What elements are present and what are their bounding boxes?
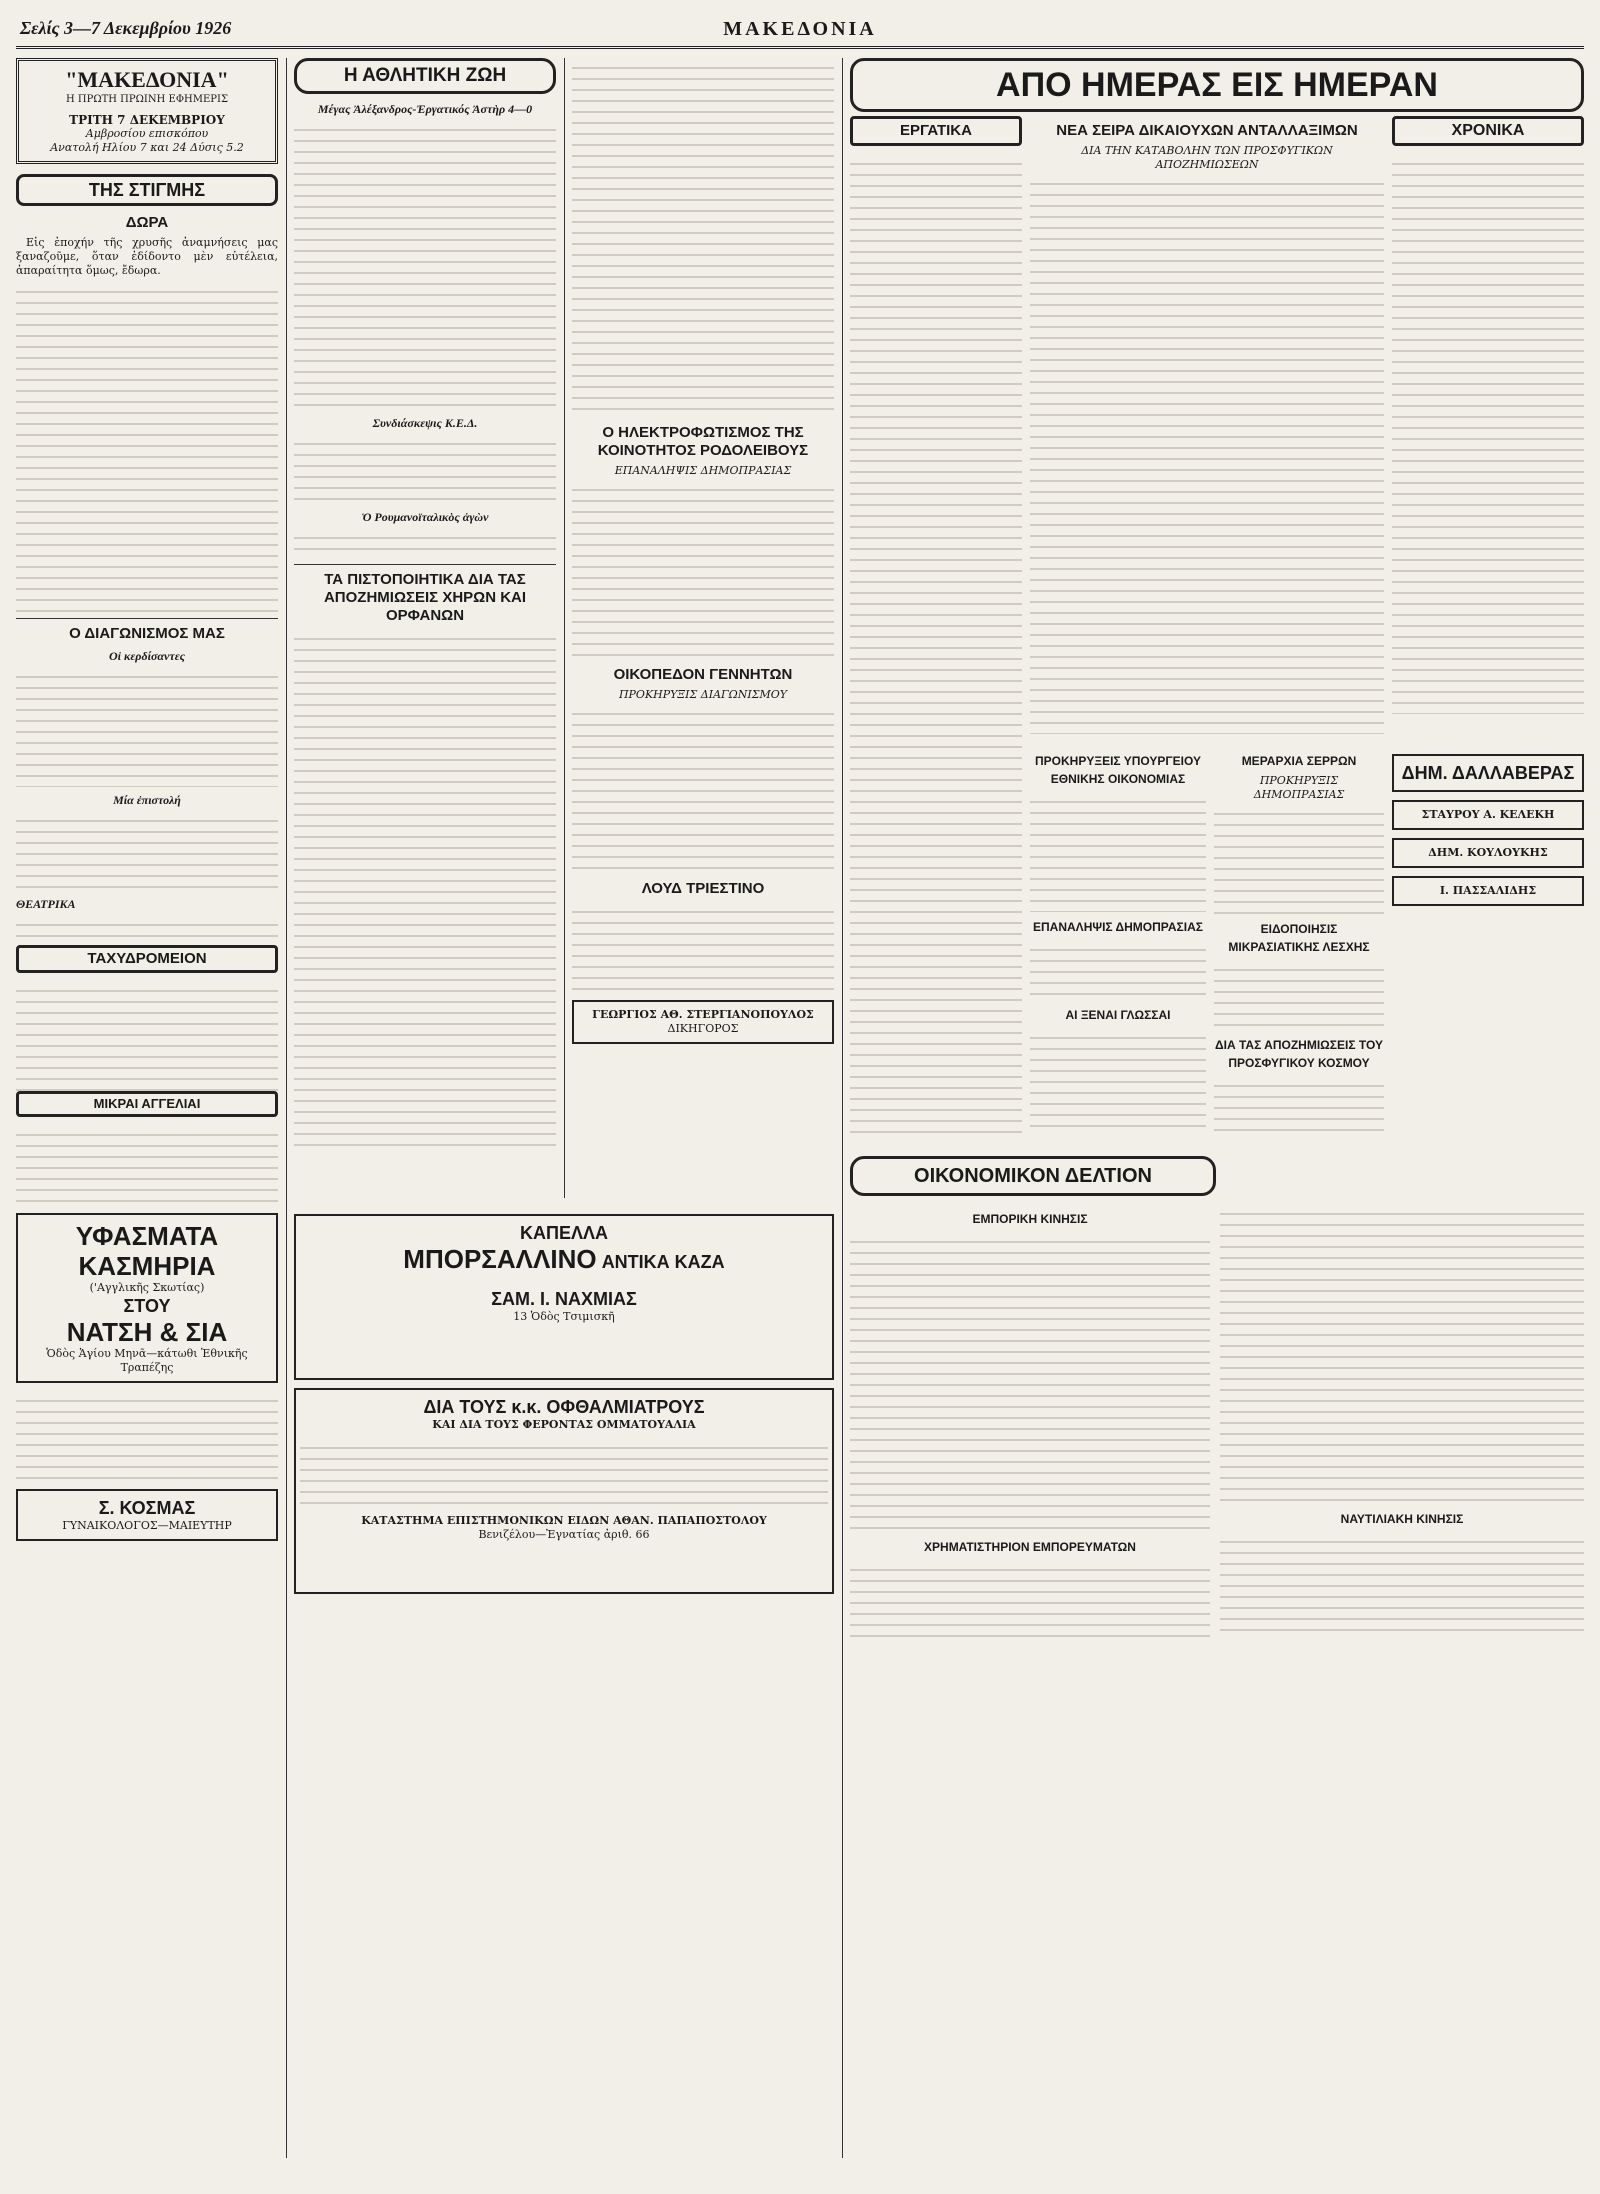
ergatika-heading: ΕΡΓΑΤΙΚΑ	[850, 116, 1022, 146]
article-text-block	[850, 1232, 1210, 1532]
ad-borsalino: ΜΠΟΡΣΑΛΛΙΝΟ	[403, 1244, 597, 1274]
oikopedon-heading: ΟΙΚΟΠΕΔΟΝ ΓΕΝΝΗΤΩΝ	[613, 666, 793, 683]
ilektro-heading: Ο ΗΛΕΚΤΡΟΦΩΤΙΣΜΟΣ ΤΗΣ ΚΟΙΝΟΤΗΤΟΣ ΡΟΔΟΛΕΙΒΟΥΣ	[597, 424, 809, 459]
right-ads-column	[1392, 746, 1584, 1146]
article-text-block	[294, 434, 556, 504]
xronika-column	[1392, 116, 1584, 736]
merarxia-heading: ΜΕΡΑΡΧΙΑ ΣΕΡΡΩΝ	[1241, 754, 1357, 768]
ad-nachmias: ΣΑΜ. Ι. ΝΑΧΜΙΑΣ	[491, 1289, 637, 1309]
ergatika-column	[850, 116, 1022, 1146]
merarxia-sub: ΠΡΟΚΗΡΥΞΙΣ ΔΗΜΟΠΡΑΣΙΑΣ	[1253, 774, 1345, 801]
theatrika-heading: ΘΕΑΤΡΙΚΑ	[16, 897, 76, 911]
article-text-block	[1214, 960, 1384, 1030]
xronika-heading: ΧΡΟΝΙΚΑ	[1392, 116, 1584, 146]
article-text-block	[1214, 804, 1384, 914]
article-text-block	[294, 629, 556, 1149]
ad-natsi: ΝΑΤΣΗ & ΣΙΑ	[66, 1317, 228, 1347]
oikonomikon-section	[850, 1156, 1584, 2156]
article-text-block	[294, 528, 556, 558]
natsi-ad	[16, 1213, 278, 1383]
ad-passalidis: Ι. ΠΑΣΣΑΛΙΔΗΣ	[1439, 884, 1537, 897]
nea-seira-heading: ΝΕΑ ΣΕΙΡΑ ΔΙΚΑΙΟΥΧΩΝ ΑΝΤΑΛΛΑΞΙΜΩΝ	[1056, 122, 1358, 139]
box-subtitle: Η ΠΡΩΤΗ ΠΡΩΙΝΗ ΕΦΗΜΕΡΙΣ	[65, 94, 229, 105]
ad-kapella: ΚΑΠΕΛΛΑ	[519, 1223, 608, 1243]
lloyd-heading: ΛΟΥΔ ΤΡΙΕΣΤΙΝΟ	[641, 880, 765, 897]
article-text-block	[1030, 940, 1206, 1000]
article-text-block	[572, 58, 834, 418]
newspaper-page	[16, 16, 1584, 2162]
taxydromeion-heading: ΤΑΧΥΔΡΟΜΕΙΟΝ	[16, 945, 278, 973]
masthead	[16, 16, 1584, 49]
athletic-h3: Συνδιάσκεψις Κ.Ε.Δ.	[372, 416, 478, 430]
apozim-heading: ΔΙΑ ΤΑΣ ΑΠΟΖΗΜΙΩΣΕΙΣ ΤΟΥ ΠΡΟΣΦΥΓΙΚΟΥ ΚΟΣΜΟΥ	[1215, 1038, 1383, 1070]
prokirixeis-column	[1030, 746, 1206, 1146]
kelekis-ad	[1392, 800, 1584, 830]
box-sun: Ανατολή Ηλίου 7 και 24 Δύσις 5.2	[50, 141, 244, 154]
oikonomikon-banner: ΟΙΚΟΝΟΜΙΚΟΝ ΔΕΛΤΙΟΝ	[850, 1156, 1216, 1196]
ofth-ad	[294, 1388, 834, 1594]
article-text-block	[1220, 1204, 1584, 1504]
epistoli-heading: Μία ἐπιστολή	[113, 793, 181, 807]
ad-stou: ΣΤΟΥ	[123, 1296, 171, 1316]
main-banner: ΑΠΟ ΗΜΕΡΑΣ ΕΙΣ ΗΜΕΡΑΝ	[850, 58, 1584, 112]
ad-ofth: ΔΙΑ ΤΟΥΣ κ.κ. ΟΦΘΑΛΜΙΑΤΡΟΥΣ	[423, 1397, 705, 1417]
ad-venizelou: Βενιζέλου—Ἐγνατίας ἀριθ. 66	[478, 1528, 650, 1541]
box-day: ΤΡΙΤΗ 7 ΔΕΚΕΜΒΡΙΟΥ	[69, 113, 225, 127]
article-text-block	[572, 902, 834, 992]
kerdisantes-heading: Οἱ κερδίσαντες	[109, 649, 185, 663]
oikopedon-sub: ΠΡΟΚΗΡΥΞΙΣ ΔΙΑΓΩΝΙΣΜΟΥ	[618, 688, 788, 701]
ad-dallaveras: ΔΗΜ. ΔΑΛΛΑΒΕΡΑΣ	[1401, 763, 1575, 783]
ilektro-sub: ΕΠΑΝΑΛΗΨΙΣ ΔΗΜΟΠΡΑΣΙΑΣ	[614, 464, 792, 477]
xrimatistirion-heading: ΧΡΗΜΑΤΙΣΤΗΡΙΟΝ ΕΜΠΟΡΕΥΜΑΤΩΝ	[924, 1540, 1136, 1554]
dora-text: Εἰς ἐποχήν τῆς χρυσῆς ἀναμνήσεις μας ξαναζοῦμε, ὅταν ἐδίδοντο μὲν εὐτέλεια, ἀπαραίτητα ὅμως, ἔδωρα.	[16, 236, 278, 277]
kouloukis-ad	[1392, 838, 1584, 868]
article-text-block	[572, 704, 834, 874]
box-saint: Αμβροσίου επισκόπου	[85, 127, 209, 140]
article-text-block	[1220, 1532, 1584, 1632]
column-2	[294, 58, 556, 1198]
athletic-h2: Ὁ Ρουμανοϊταλικὸς ἀγὼν	[361, 510, 489, 524]
ad-kelekis: ΣΤΑΥΡΟΥ Α. ΚΕΛΕΚΗ	[1421, 808, 1555, 821]
article-text-block	[16, 981, 278, 1091]
xenai-heading: ΑΙ ΞΕΝΑΙ ΓΛΩΣΣΑΙ	[1065, 1008, 1171, 1022]
lawyer-sub: ΔΙΚΗΓΟΡΟΣ	[667, 1022, 739, 1035]
naftiliaki-heading: ΝΑΥΤΙΛΙΑΚΗ ΚΙΝΗΣΙΣ	[1340, 1512, 1464, 1526]
column-3	[572, 58, 834, 1198]
ad-antika: ΑΝΤΙΚΑ ΚΑΖΑ	[601, 1252, 725, 1272]
lawyer-ad	[572, 1000, 834, 1044]
article-text-block	[850, 154, 1022, 1134]
article-text-block	[1392, 154, 1584, 714]
ad-tsimiski: 13 Ὁδὸς Τσιμισκῆ	[513, 1310, 615, 1323]
box-title: "ΜΑΚΕΔΟΝΙΑ"	[65, 67, 229, 92]
pist-heading: ΤΑ ΠΙΣΤΟΠΟΙΗΤΙΚΑ ΔΙΑ ΤΑΣ ΑΠΟΖΗΜΙΩΣΕΙΣ ΧΗΡΩΝ ΚΑΙ ΟΡΦΑΝΩΝ	[323, 571, 527, 624]
dora-heading: ΔΩΡΑ	[125, 214, 169, 231]
stigmis-heading: ΤΗΣ ΣΤΙΓΜΗΣ	[16, 174, 278, 206]
ad-kosmas-sub: ΓΥΝΑΙΚΟΛΟΓΟΣ—ΜΑΙΕΥΤΗΡ	[62, 1519, 232, 1532]
kapella-ad	[294, 1214, 834, 1380]
eidopoiiseis-heading: ΕΙΔΟΠΟΙΗΣΙΣ ΜΙΚΡΑΣΙΑΤΙΚΗΣ ΛΕΣΧΗΣ	[1228, 922, 1370, 954]
article-text-block	[16, 667, 278, 787]
article-text-block	[16, 1125, 278, 1205]
mikrai-heading: ΜΙΚΡΑΙ ΑΓΓΕΛΙΑΙ	[16, 1091, 278, 1117]
lawyer-name: ΓΕΩΡΓΙΟΣ ΑΘ. ΣΤΕΡΓΙΑΝΟΠΟΥΛΟΣ	[592, 1008, 814, 1021]
nea-seira-column	[1030, 116, 1384, 736]
ad-yfasmata: ΥΦΑΣΜΑΤΑ	[75, 1221, 219, 1251]
ads-area	[294, 1206, 834, 1602]
passalidis-ad	[1392, 876, 1584, 906]
nea-seira-sub: ΔΙΑ ΤΗΝ ΚΑΤΑΒΟΛΗΝ ΤΩΝ ΠΡΟΣΦΥΓΙΚΩΝ ΑΠΟΖΗΜΙΩΣΕΩΝ	[1081, 144, 1333, 171]
prokirixeis-heading: ΠΡΟΚΗΡΥΞΕΙΣ ΥΠΟΥΡΓΕΙΟΥ ΕΘΝΙΚΗΣ ΟΙΚΟΝΟΜΙΑΣ	[1035, 754, 1201, 786]
article-text-block	[1214, 1076, 1384, 1136]
article-text-block	[1030, 1028, 1206, 1128]
article-text-block	[16, 915, 278, 945]
article-text-block	[1030, 174, 1384, 734]
athletic-banner: Η ΑΘΛΗΤΙΚΗ ΖΩΗ	[294, 58, 556, 94]
article-text-block	[572, 480, 834, 660]
ad-kosmas: Σ. ΚΟΣΜΑΣ	[98, 1498, 196, 1518]
masthead-title: ΜΑΚΕΔΟΝΙΑ	[723, 18, 877, 40]
ad-address: Ὁδὸς Ἁγίου Μηνᾶ—κάτωθι Ἐθνικῆς Τραπέζης	[46, 1347, 248, 1374]
epanalipsis-heading: ΕΠΑΝΑΛΗΨΙΣ ΔΗΜΟΠΡΑΣΙΑΣ	[1033, 920, 1203, 934]
kosmas-ad	[16, 1489, 278, 1541]
article-text-block	[16, 282, 278, 612]
ad-aggl: ('Αγγλικῆς Σκωτίας)	[89, 1281, 205, 1294]
ad-kouloukis: ΔΗΜ. ΚΟΥΛΟΥΚΗΣ	[1428, 846, 1548, 859]
article-text-block	[16, 1391, 278, 1481]
article-text-block	[300, 1438, 828, 1508]
article-text-block	[1030, 792, 1206, 912]
merarxia-column	[1214, 746, 1384, 1146]
dallaveras-ad	[1392, 754, 1584, 792]
ad-papapostolou: ΚΑΤΑΣΤΗΜΑ ΕΠΙΣΤΗΜΟΝΙΚΩΝ ΕΙΔΩΝ ΑΘΑΝ. ΠΑΠΑΠΟΣΤΟΛΟΥ	[361, 1514, 767, 1527]
article-text-block	[850, 1560, 1210, 1640]
article-text-block	[294, 120, 556, 410]
column-1	[16, 58, 278, 2158]
masthead-box	[16, 58, 278, 164]
diagonismos-heading: Ο ΔΙΑΓΩΝΙΣΜΟΣ ΜΑΣ	[69, 625, 225, 642]
ad-kasmiria: ΚΑΣΜΗΡΙΑ	[78, 1251, 216, 1281]
athletic-h1: Μέγας Ἀλέξανδρος-Ἐργατικός Ἀστὴρ 4—0	[317, 102, 533, 116]
emporiki-heading: ΕΜΠΟΡΙΚΗ ΚΙΝΗΣΙΣ	[972, 1212, 1088, 1226]
article-text-block	[16, 811, 278, 891]
ad-ofth2: ΚΑΙ ΔΙΑ ΤΟΥΣ ΦΕΡΟΝΤΑΣ ΟΜΜΑΤΟΥΑΛΙΑ	[432, 1418, 696, 1431]
masthead-date: Σελίς 3—7 Δεκεμβρίου 1926	[20, 18, 232, 38]
